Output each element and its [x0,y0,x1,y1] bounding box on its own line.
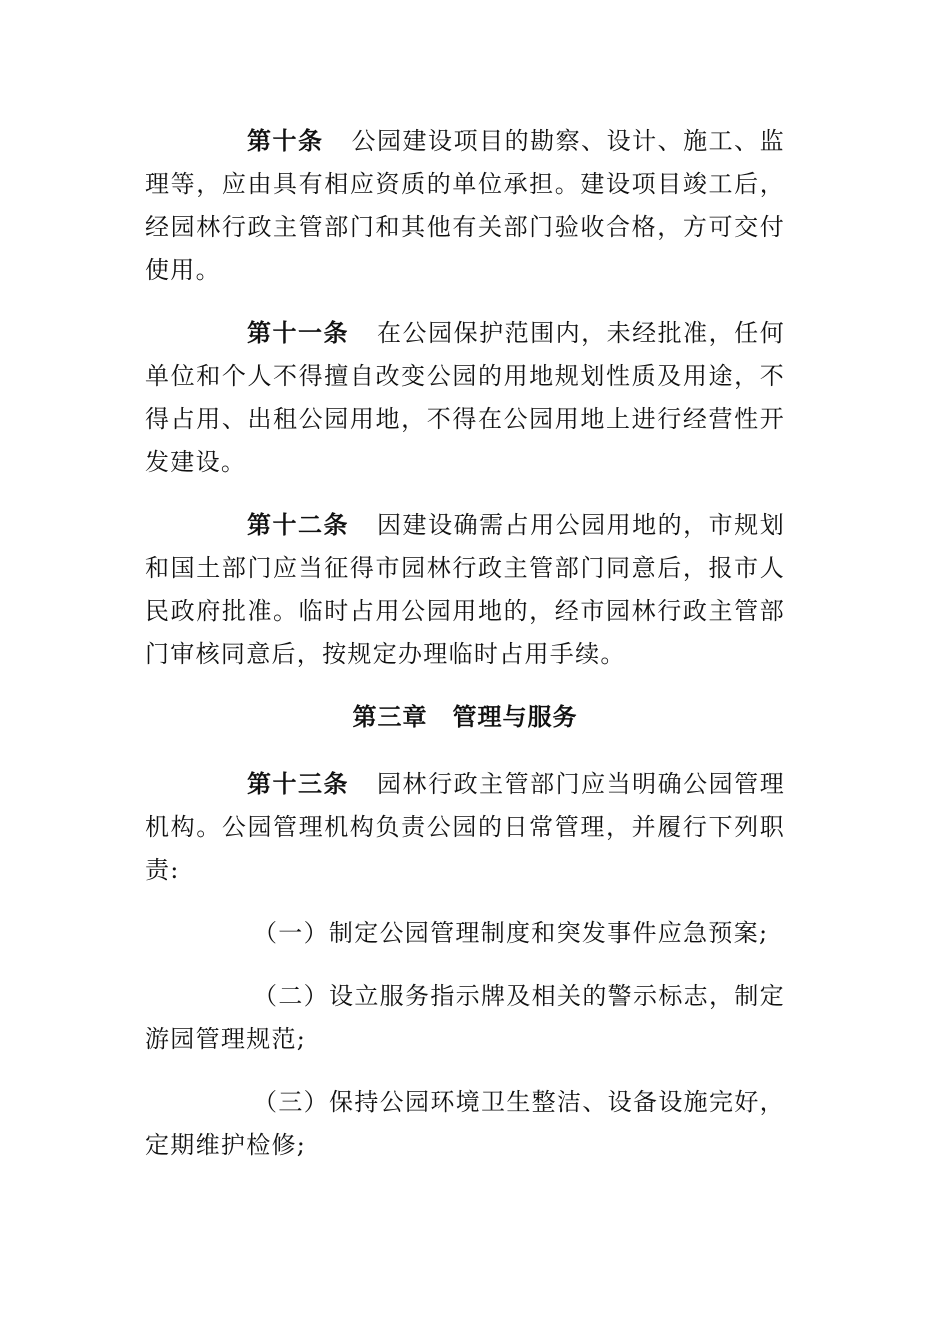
article-12 [145,504,785,676]
article-11 [145,312,785,484]
list-item: （一）制定公园管理制度和突发事件应急预案; [253,919,769,947]
document-page [145,120,785,1187]
chapter-heading: 第三章 管理与服务 [352,703,578,731]
list-item: （三）保持公园环境卫生整洁、设备设施完好，定期维护检修; [145,1088,785,1159]
article-number: 第十二条 [247,511,350,539]
article-number: 第十条 [247,127,324,155]
article-number: 第十三条 [247,770,350,798]
list-item: （二）设立服务指示牌及相关的警示标志，制定游园管理规范; [145,982,785,1053]
article-10 [145,120,785,292]
article-number: 第十一条 [247,319,350,347]
article-text: 在公园保护范围内，未经批准，任何单位和个人不得擅自改变公园的用地规划性质及用途，不得占用、出租公园用地，不得在公园用地上进行经营性开发建设。 [145,319,785,476]
article-text: 公园建设项目的勘察、设计、施工、监理等，应由具有相应资质的单位承担。建设项目竣工后，经园林行政主管部门和其他有关部门验收合格，方可交付使用。 [145,127,785,284]
article-text: 因建设确需占用公园用地的，市规划和国土部门应当征得市园林行政主管部门同意后，报市人民政府批准。临时占用公园用地的，经市园林行政主管部门审核同意后，按规定办理临时占用手续。 [145,511,785,668]
article-13 [145,763,785,892]
article-text: 园林行政主管部门应当明确公园管理机构。公园管理机构负责公园的日常管理，并履行下列职责: [145,770,785,884]
